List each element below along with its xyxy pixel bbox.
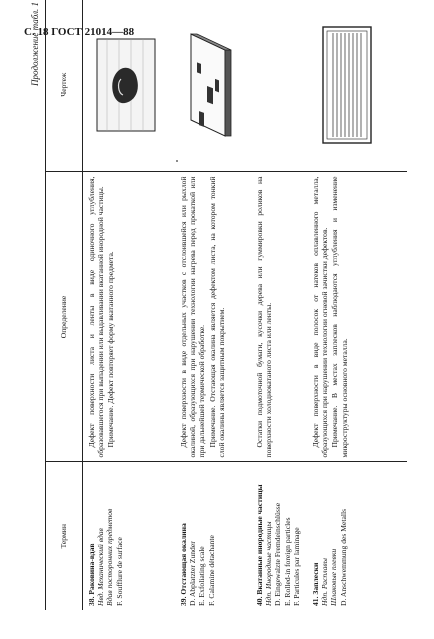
term-title: 39. Отстающая окалина: [179, 523, 188, 606]
term-title: 41. Заплески: [311, 562, 320, 606]
table-row: [251, 0, 307, 610]
term-cell: [83, 462, 176, 610]
surface-pit-drawing: [95, 37, 157, 133]
definition-text: Дефект поверхности листа и ленты в виде одиночного углубления, образовавшегося при выпадении или выдавливании вкатанной инородной частицы.: [87, 176, 106, 458]
drawing-cell: [83, 0, 176, 172]
definition-note: Примечание. Дефект повторяет форму вкатанного предмета.: [106, 251, 116, 448]
rotated-table-page: [30, 0, 408, 610]
drawing-cell: [175, 0, 251, 172]
terms-table: [45, 0, 407, 610]
term-cell: [175, 462, 251, 610]
definition-text: Дефект поверхности в виде отдельных участков с отслоившейся или рыхлой окалиной, образующихся при нарушении технологии нагрева перед прокаткой или при дальнейшей термической обработке.: [179, 176, 207, 458]
term-line: Ндп. Расплавы: [320, 558, 330, 606]
table-row: [307, 0, 407, 610]
definition-note: Примечание. Отстающая окалина является дефектом листа, на котором тонкий слой окалины является защитным покрытием.: [207, 176, 226, 458]
term-title: 38. Раковина-вдав: [87, 543, 96, 606]
term-line: D. Abplatzter Zunder: [188, 541, 198, 606]
page-header: С. 18 ГОСТ 21014—88: [24, 26, 135, 38]
scale-sheet-drawing: [185, 30, 237, 140]
table-row: [175, 0, 251, 610]
term-line: Ндп. Инородные частицы: [264, 521, 274, 606]
column-header-term: Термин: [46, 462, 83, 610]
drawing-cell: [251, 0, 307, 172]
term-line: F. Particules par laminage: [291, 527, 301, 606]
term-cell: [251, 462, 307, 610]
definition-cell: [251, 172, 307, 462]
term-cell: [307, 462, 407, 610]
splash-strip-drawing: [321, 25, 373, 145]
term-line: Вдав посторонних предметов: [105, 508, 115, 606]
term-line: F. Calamine détachante: [206, 535, 216, 606]
term-line: F. Soufflure de surface: [114, 537, 124, 606]
term-title: 40. Вкатанные инородные частицы: [255, 484, 264, 606]
term-line: Шлаковые плевки: [329, 548, 339, 606]
table-row: [83, 0, 176, 610]
term-line: E. Rolled-in foreign particles: [282, 517, 292, 606]
column-header-drawing: Чертеж: [46, 0, 83, 172]
definition-text: Остатки подмоточной бумаги, кусочки дерева или гуммировки роликов на поверхности холоднокатаного листа или ленты.: [255, 176, 274, 458]
term-line: E. Exfoliating scale: [197, 546, 207, 606]
definition-cell: [83, 172, 176, 462]
definition-cell: [175, 172, 251, 462]
definition-cell: [307, 172, 407, 462]
column-header-definition: Определение: [46, 172, 83, 462]
term-line: D. Anschwemmung des Metalls: [338, 508, 348, 606]
definition-text: Дефект поверхности в виде полосок от натеков оплавленного металла, образующихся при нарушении технологии огневой зачистки дефектов.: [311, 176, 330, 458]
definition-note: Примечание. В местах заплесков наблюдаются углубления и изменение микроструктуры основного металла.: [330, 176, 349, 458]
drawing-cell: [307, 0, 407, 172]
term-line: Нвд. Механический вдав: [96, 528, 106, 606]
term-line: D. Eingewalzte Fremdeinschlüsse: [273, 502, 283, 606]
continuation-label: Продолжение табл. 1: [30, 2, 40, 86]
